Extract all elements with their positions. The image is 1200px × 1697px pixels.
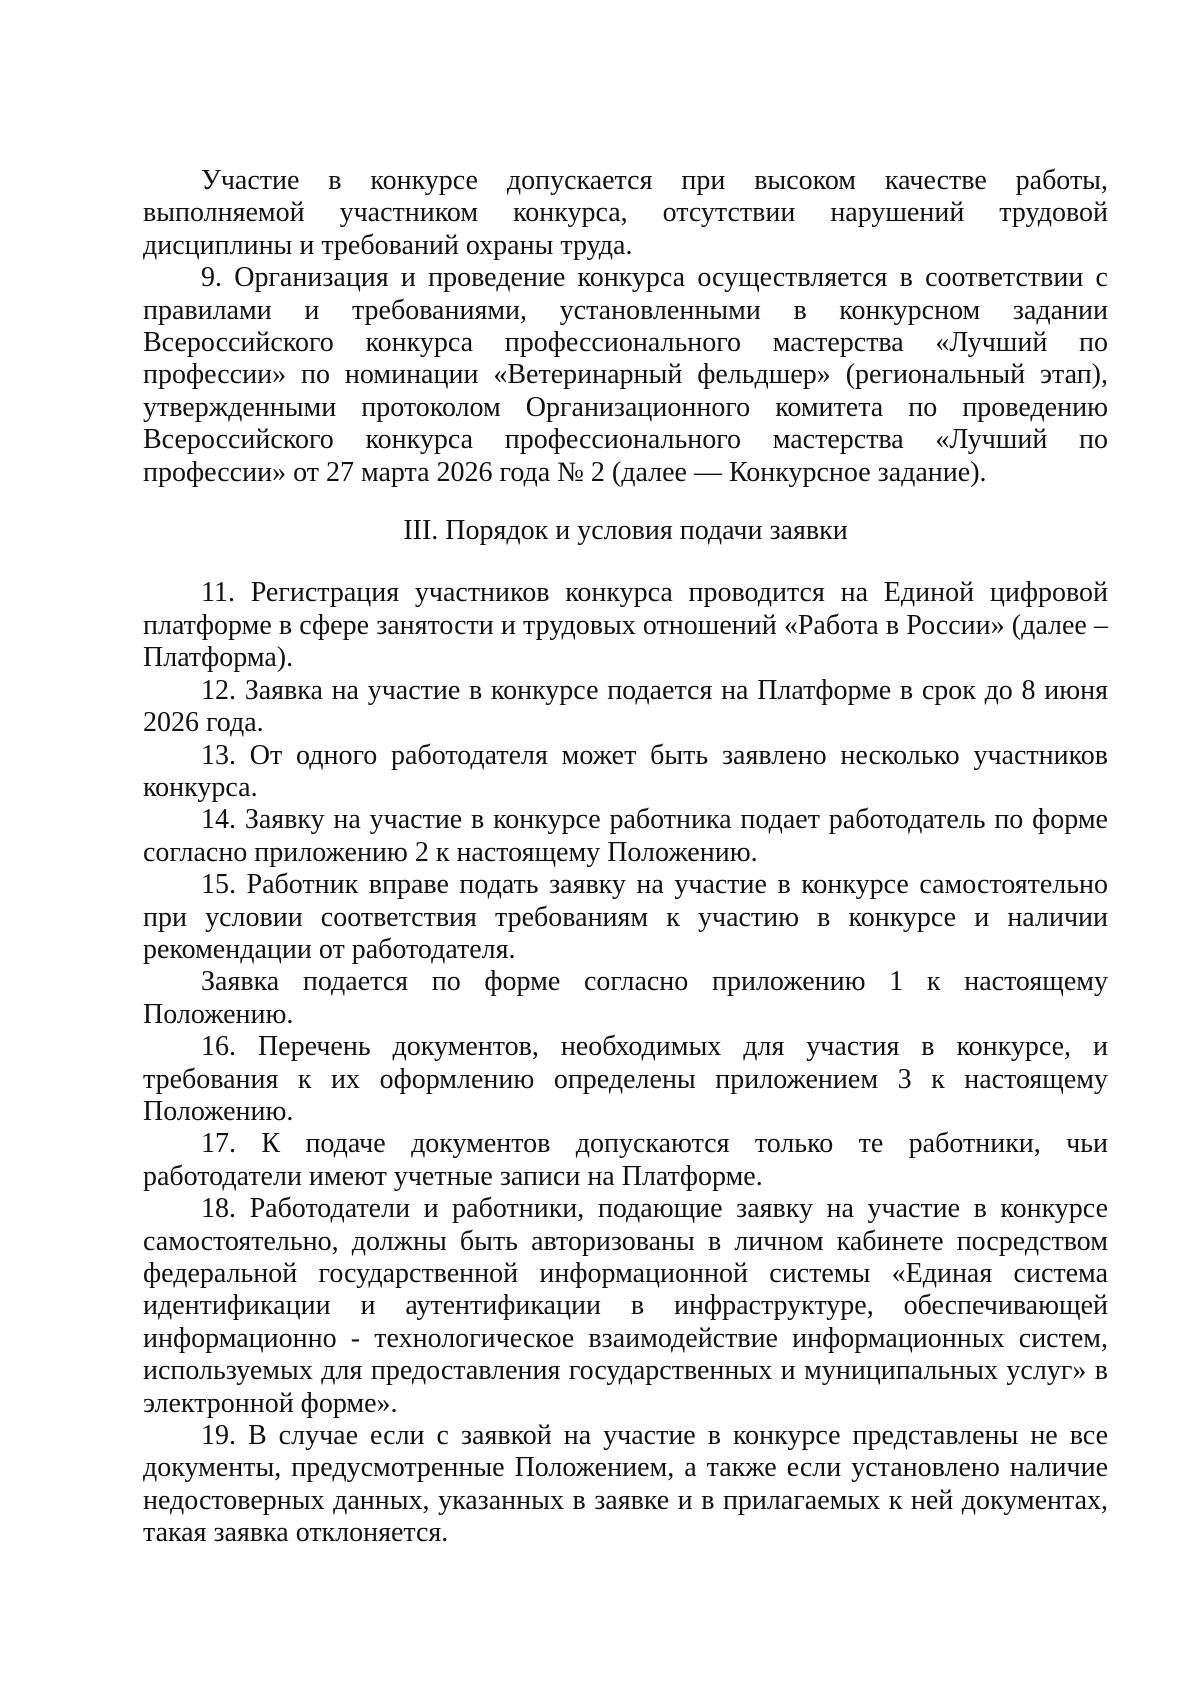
paragraph-11: 11. Регистрация участников конкурса проводится на Единой цифровой платформе в сфере занятости и трудовых отношений «Работа в России» (далее – Платформа). <box>143 577 1108 674</box>
paragraph-13: 13. От одного работодателя может быть заявлено несколько участников конкурса. <box>143 739 1108 803</box>
paragraph-14: 14. Заявку на участие в конкурсе работника подает работодатель по форме согласно приложению 2 к настоящему Положению. <box>143 804 1108 868</box>
section-heading: III. Порядок и условия подачи заявки <box>403 515 848 547</box>
paragraph-19: 19. В случае если с заявкой на участие в конкурсе представлены не все документы, предусмотренные Положением, а также если установлено наличие недостоверных данных, указанных в заявке и в прилагаемых к ней документах, такая заявка отклоняется. <box>143 1420 1108 1549</box>
paragraph-15: 15. Работник вправе подать заявку на участие в конкурсе самостоятельно при условии соответствия требованиям к участию в конкурсе и наличии рекомендации от работодателя. <box>143 869 1108 965</box>
paragraph-15-form: Заявка подается по форме согласно приложению 1 к настоящему Положению. <box>143 966 1108 1030</box>
paragraph-17: 17. К подаче документов допускаются только те работники, чьи работодатели имеют учетные записи на Платформе. <box>143 1128 1108 1192</box>
paragraph-participation-conditions: Участие в конкурсе допускается при высоком качестве работы, выполняемой участником конкурса, отсутствии нарушений трудовой дисциплины и требований охраны труда. <box>143 165 1108 261</box>
document-page <box>143 165 1108 1550</box>
paragraph-18: 18. Работодатели и работники, подающие заявку на участие в конкурсе самостоятельно, должны быть авторизованы в личном кабинете посредством федеральной государственной информационной системы «Единая система идентификации и аутентификации в инфраструктуре, обеспечивающей информационно - технологическое взаимодействие информационных систем, используемых для предоставления государственных и муниципальных услуг» в электронной форме». <box>143 1193 1108 1419</box>
paragraph-12: 12. Заявка на участие в конкурсе подается на Платформе в срок до 8 июня 2026 года. <box>143 674 1108 739</box>
paragraph-16: 16. Перечень документов, необходимых для участия в конкурсе, и требования к их оформлению определены приложением 3 к настоящему Положению. <box>143 1031 1108 1127</box>
paragraph-9: 9. Организация и проведение конкурса осуществляется в соответствии с правилами и требованиями, установленными в конкурсном задании Всероссийского конкурса профессионального мастерства «Лучший по профессии» по номинации «Ветеринарный фельдшер» (региональный этап), утвержденными протоколом Организационного комитета по проведению Всероссийского конкурса профессионального мастерства «Лучший по профессии» от 27 марта 2026 года № 2 (далее — Конкурсное задание). <box>143 262 1108 488</box>
